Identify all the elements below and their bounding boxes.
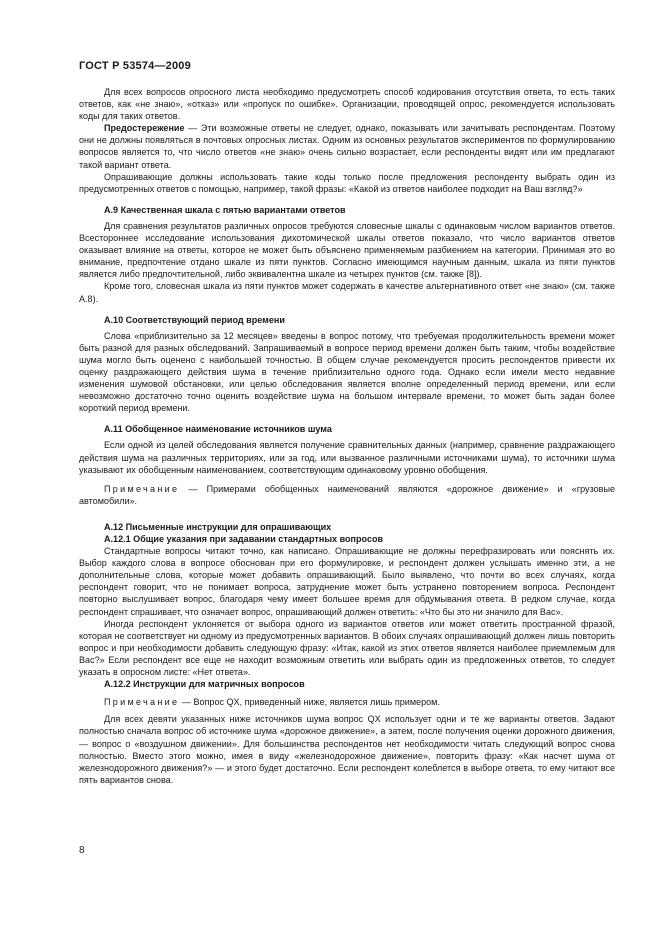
section-a10-paragraph: Слова «приблизительно за 12 месяцев» введены в вопрос потому, что требуемая продолжительность времени может быть разной для разных обследований. Запрашиваемый в вопросе период времени должен быть таким, чтобы воздействие шума могло быть оценено с наибольшей точностью. В общем случае рекомендуется просить респондентов привести их оценку раздражающего действия шума в течение приблизительно одного года. Однако если имели место недавние изменения шумовой обстановки, или целью обследования является вполне определенный период времени, или если невозможно достаточно точно оценить воздействие шума на большом интервале времени, то может быть задан более короткий период времени. — [79, 330, 615, 414]
intro-paragraph: Для всех вопросов опросного листа необходимо предусмотреть способ кодирования отсутствия ответа, то есть таких ответов, как «не знаю», «отказ» или «пропуск по ошибке». Организации, проводящей опрос, рекомендуется использовать коды для таких ответов. — [79, 87, 615, 122]
section-a9-paragraph: Для сравнения результатов различных опросов требуются словесные шкалы с одинаковым числом вариантов ответов. Всестороннее исследование использования дихотомической шкалы ответов показало, что число вариантов ответов оказывает влияние на ответы, которое не может быть объяснено применяемым разбиением на категории. Принимая это во внимание, предпочтение отдано шкале из пяти пунктов. Согласно имеющимся научным данным, шкала из пяти пунктов является либо предпочтительной, либо эквивалентна шкале из четырех пунктов (см. также [8]). — [79, 220, 615, 280]
warning-label: Предостережение — [104, 123, 185, 134]
section-a9-paragraph-2: Кроме того, словесная шкала из пяти пунктов может содержать в качестве альтернативного ответ «не знаю» (см. также А.8). — [79, 281, 615, 304]
standard-header: ГОСТ Р 53574—2009 — [79, 60, 191, 72]
section-a12-1-paragraph: Стандартные вопросы читают точно, как написано. Опрашивающие не должны перефразировать или пояснять их. Выбор каждого слова в вопросе обоснован при его формулировке, и респондент должен услышать именно эти, а не дополнительные слова, которые может добавить опрашивающий. Было выявлено, что почти во всех случаях, когда респондент говорит, что не понимает вопроса, затруднение может быть устранено повторением вопроса. Респондент повторно выслушивает вопрос, благодаря чему имеет большее время для обдумывания ответа. В редком случае, когда респондент спрашивает, что означает вопрос, опрашивающий должен ответить: «Что бы это ни значило для Вас». — [79, 546, 615, 617]
warning-paragraph — [79, 122, 615, 170]
section-a12-1-heading: А.12.1 Общие указания при задавании стандартных вопросов — [104, 534, 384, 544]
section-a11-heading: А.11 Обобщенное наименование источников шума — [104, 424, 332, 435]
section-a12-2-note — [79, 696, 615, 708]
section-a10-heading: А.10 Соответствующий период времени — [104, 314, 285, 325]
section-a12-1-paragraph-2: Иногда респондент уклоняется от выбора одного из вариантов ответов или может ответить пространной фразой, которая не соответствует ни одному из предусмотренных вариантов. В обоих случаях опрашивающий должен лишь повторить вопрос и при необходимости добавить следующую фразу: «Итак, какой из этих ответов является наиболее приемлемым для Вас?» Если респондент все еще не находит возможным ответить или выбрать один из предложенных ответов, то следует указать в опросном листе: «Нет ответа». — [79, 618, 615, 678]
note-label: Примечание — [104, 697, 180, 708]
note-text: — Примерами обобщенных наименований являются «дорожное движение» и «грузовые автомобили». — [79, 483, 615, 506]
intro-paragraph-3: Опрашивающие должны использовать такие коды только после предложения респонденту выбрать один из предусмотренных ответов с помощью, например, такой фразы: «Какой из ответов наиболее подходит на Ваш взгляд?» — [79, 171, 615, 194]
section-a12-2-heading: А.12.2 Инструкции для матричных вопросов — [104, 679, 305, 690]
note-text: — Вопрос QX, приведенный ниже, является лишь примером. — [179, 697, 440, 708]
section-a9-heading: А.9 Качественная шкала с пятью вариантами ответов — [104, 204, 346, 215]
warning-text: — Эти возможные ответы не следует, однако, показывать или зачитывать респондентам. Поэтому они не должны появляться в почтовых опросных листах. Одним из основных результатов экспериментов по формулированию вопросов является то, что число ответов «не знаю» очень сильно возрастает, если респонденты видят или им предлагают такой вариант ответа. — [79, 123, 615, 170]
document-body — [79, 86, 615, 786]
section-a12-heading: А.12 Письменные инструкции для опрашивающих — [104, 521, 332, 532]
section-a11-paragraph: Если одной из целей обследования является получение сравнительных данных (например, сравнение раздражающего действия шума на различных территориях, или за год, или вызванное различными источниками шума), то источники шума указывают их обобщенным наименованием, соответствующим одинаковому уровню обобщения. — [79, 440, 615, 475]
page-number: 8 — [79, 845, 85, 856]
section-a11-note — [79, 483, 615, 507]
note-label: Примечание — [104, 483, 180, 494]
section-a12-2-paragraph: Для всех девяти указанных ниже источников шума вопрос QX использует одни и те же варианты ответов. Задают полностью сначала вопрос об источнике шума «дорожное движение», а затем, после получения оценки дорожного движения, — вопрос о «воздушном движении». Для большинства респондентов нет необходимости читать следующий вопрос снова полностью. Вместо этого можно, имея в виду «железнодорожное движение», повторить фразу: «Как насчет шума от железнодорожного движения?» — и этого будет достаточно. Если респондент колеблется в выборе ответа, то ему читают все пять вариантов снова. — [79, 714, 615, 785]
